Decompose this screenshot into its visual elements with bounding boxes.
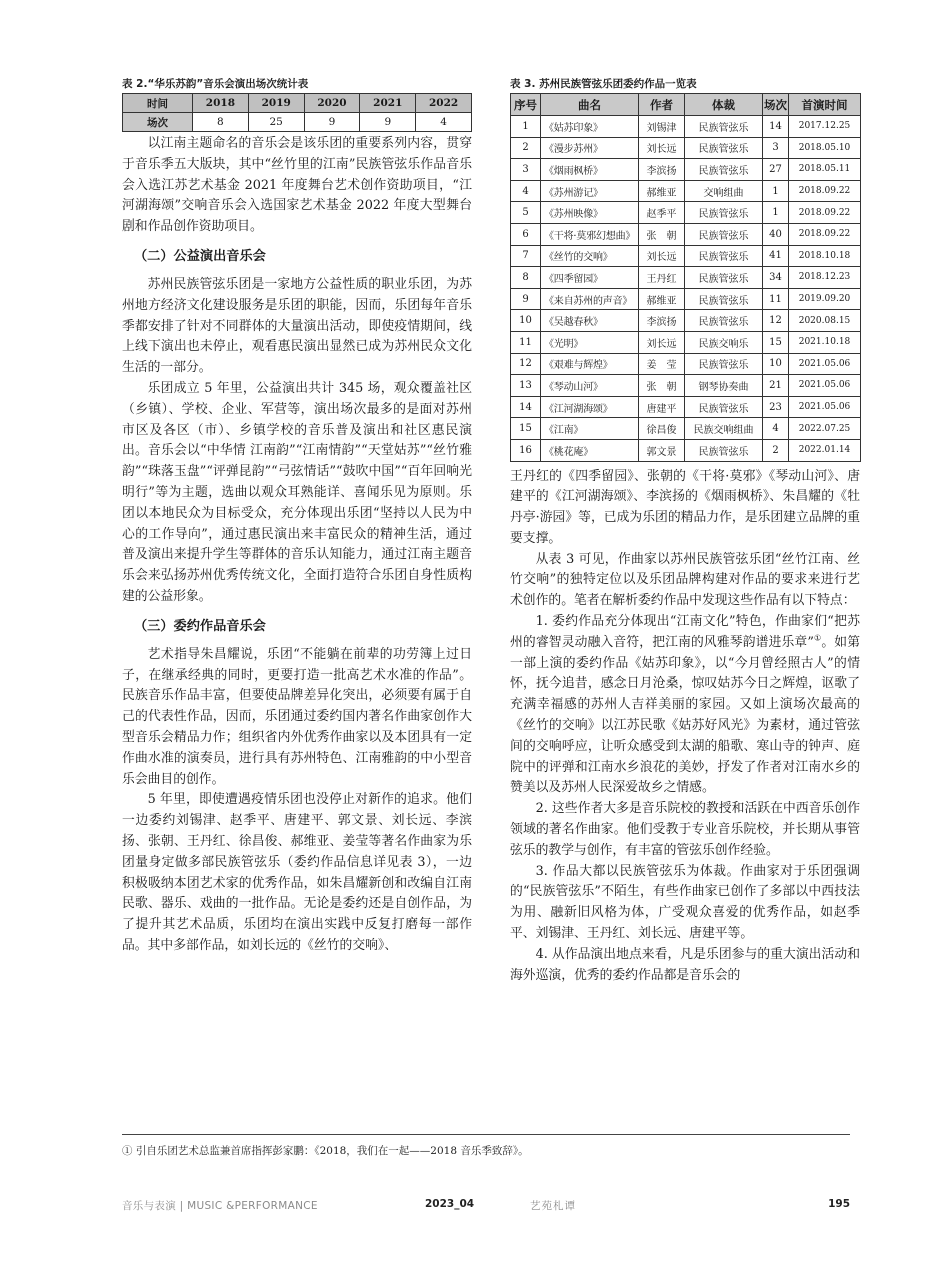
footnote-divider <box>122 1134 850 1135</box>
table-cell: 7 <box>511 245 541 267</box>
table-cell: 2 <box>511 137 541 159</box>
table-cell: 5 <box>511 202 541 224</box>
table-row <box>511 353 861 375</box>
table-cell: 2018.09.22 <box>789 202 861 224</box>
table-cell: 《姑苏印象》 <box>541 116 639 138</box>
table2 <box>122 93 472 132</box>
table-cell: 《四季留园》 <box>541 267 639 289</box>
table-cell: 2018.10.18 <box>789 245 861 267</box>
table2-count: 25 <box>248 113 304 132</box>
table-cell: 3 <box>511 159 541 181</box>
table-cell: 2021.05.06 <box>789 396 861 418</box>
table-row <box>511 310 861 332</box>
table-cell: 《吴越春秋》 <box>541 310 639 332</box>
table-cell: 2017.12.25 <box>789 116 861 138</box>
table-row <box>511 116 861 138</box>
table-cell: 《丝竹的交响》 <box>541 245 639 267</box>
left-column <box>122 76 472 957</box>
paragraph: 从表 3 可见，作曲家以苏州民族管弦乐团“丝竹江南、丝竹交响”的独特定位以及乐团品牌构建对作品的要求来进行艺术创作的。笔者在解析委约作品中发现这些作品有以下特点： <box>510 551 860 609</box>
table-cell: 民族管弦乐 <box>685 396 763 418</box>
table-cell: 2021.10.18 <box>789 331 861 353</box>
table-cell: 民族管弦乐 <box>685 310 763 332</box>
table-cell: 2022.01.14 <box>789 439 861 461</box>
table-cell: 15 <box>511 418 541 440</box>
table2-year: 2018 <box>193 94 249 113</box>
table2-year: 2022 <box>416 94 472 113</box>
table-cell: 民族管弦乐 <box>685 267 763 289</box>
table-cell: 刘长远 <box>639 331 685 353</box>
paragraph: 2. 这些作者大多是音乐院校的教授和活跃在中西音乐创作领域的著名作曲家。他们受教于专业音乐院校，并长期从事管弦乐的教学与创作，有丰富的管弦乐创作经验。 <box>510 801 860 858</box>
paragraph: 3. 作品大都以民族管弦乐为体裁。作曲家对于乐团强调的“民族管弦乐”不陌生，有些作曲家已创作了多部以中西技法为用、融新旧风格为体，广受观众喜爱的优秀作品，如赵季平、刘锡津、王丹红、刘长远、唐建平等。 <box>510 863 860 942</box>
table-row <box>511 396 861 418</box>
table-cell: 13 <box>511 375 541 397</box>
section-heading: （二）公益演出音乐会 <box>134 248 266 264</box>
table-cell: 2018.12.23 <box>789 267 861 289</box>
paragraph: 艺术指导朱昌耀说，乐团“不能躺在前辈的功劳簿上过日子，在继承经典的同时，更要打造一批高艺术水准的作品”。民族音乐作品丰富，但要使品牌差异化突出，必须要有属于自己的代表性作品，因而，乐团通过委约国内著名作曲家创作大型音乐会精品力作；组织省内外优秀作曲家以及本团具有一定作曲水准的演奏员，进行具有苏州特色、江南雅韵的中小型音乐会曲目的创作。 <box>122 646 472 787</box>
paragraph: 苏州民族管弦乐团是一家地方公益性质的职业乐团，为苏州地方经济文化建设服务是乐团的职能，因而，乐团每年音乐季都安排了针对不同群体的大量演出活动，即使疫情期间，线上线下演出也未停止，观看惠民演出显然已成为苏州民众文化生活的一部分。 <box>122 276 472 376</box>
table-cell: 唐建平 <box>639 396 685 418</box>
table2-count: 9 <box>360 113 416 132</box>
table3-header-cell: 体裁 <box>685 94 763 116</box>
table-cell: 民族管弦乐 <box>685 223 763 245</box>
paragraph-text: 1. 委约作品充分体现出“江南文化”特色，作曲家们“把苏州的睿智灵动融入音符，把江南的风雅琴韵谱进乐章” <box>510 614 860 650</box>
right-body <box>510 467 860 987</box>
table-cell: 《江河湖海颂》 <box>541 396 639 418</box>
table-cell: 23 <box>763 396 789 418</box>
table-cell: 34 <box>763 267 789 289</box>
table3-caption: 表 3. 苏州民族管弦乐团委约作品一览表 <box>510 78 697 90</box>
footer-issue: 2023_04 <box>425 1198 475 1210</box>
table-cell: 2018.09.22 <box>789 180 861 202</box>
paragraph: 4. 从作品演出地点来看，凡是乐团参与的重大演出活动和海外巡演，优秀的委约作品都是音乐会的 <box>510 946 860 983</box>
table-cell: 2019.09.20 <box>789 288 861 310</box>
table-cell: 40 <box>763 223 789 245</box>
table-cell: 16 <box>511 439 541 461</box>
table2-header-label: 时间 <box>123 94 193 113</box>
table-cell: 12 <box>763 310 789 332</box>
table-cell: 《来自苏州的声音》 <box>541 288 639 310</box>
table3-header-cell: 曲名 <box>541 94 639 116</box>
table-cell: 民族交响组曲 <box>685 418 763 440</box>
table3-header-cell: 首演时间 <box>789 94 861 116</box>
table-cell: 3 <box>763 137 789 159</box>
table-cell: 1 <box>763 180 789 202</box>
table-cell: 郭文景 <box>639 439 685 461</box>
table-cell: 姜 莹 <box>639 353 685 375</box>
table-cell: 民族管弦乐 <box>685 137 763 159</box>
table2-header-row <box>123 94 472 113</box>
table-cell: 2018.05.11 <box>789 159 861 181</box>
table-row <box>511 159 861 181</box>
table-row <box>511 375 861 397</box>
table-cell: 2018.09.22 <box>789 223 861 245</box>
table-row <box>511 202 861 224</box>
table-cell: 9 <box>511 288 541 310</box>
table-row <box>511 331 861 353</box>
table-cell: 11 <box>763 288 789 310</box>
table-cell: 张 朝 <box>639 375 685 397</box>
table-cell: 民族管弦乐 <box>685 353 763 375</box>
table-cell: 刘锡津 <box>639 116 685 138</box>
table-cell: 《漫步苏州》 <box>541 137 639 159</box>
paragraph-text: 。如第一部上演的委约作品《姑苏印象》，以“今月曾经照古人”的情怀，抚今追昔，感念日月沧桑，惊叹姑苏今日之辉煌，讴歌了充满幸福感的苏州人吉祥美丽的家园。又如上演场次最高的《丝竹的交响》以江苏民歌《姑苏好风光》为素材，通过管弦间的交响呼应，让听众感受到太湖的船歌、寒山寺的钟声、庭院中的评弹和江南水乡浪花的美妙，抒发了作者对江南水乡的赞美以及苏州人民深爱故乡之情感。 <box>510 634 860 796</box>
table-cell: 14 <box>763 116 789 138</box>
table3-header-row <box>511 94 861 116</box>
table-cell: 赵季平 <box>639 202 685 224</box>
table2-row-label: 场次 <box>123 113 193 132</box>
table-cell: 《苏州映像》 <box>541 202 639 224</box>
table-cell: 民族交响乐 <box>685 331 763 353</box>
paragraph: 乐团成立 5 年里，公益演出共计 345 场，观众覆盖社区（乡镇）、学校、企业、军营等，演出场次最多的是面对苏州市区及各区（市）、乡镇学校的音乐普及演出和社区惠民演出。音乐会以“中华情 江南韵”“江南情韵”“天堂姑苏”“丝竹雅韵”“珠落玉盘”“评弹昆韵”“弓弦情话”“鼓吹中国”“百年回响光明行”等为主题，选曲以观众耳熟能详、喜闻乐见为原则。乐团以本地民众为目标受众，充分体现出乐团“坚持以人民为中心的工作导向”，通过惠民演出来丰富民众的精神生活，通过普及演出来提升学生等群体的音乐认知能力，通过江南主题音乐会来弘扬苏州优秀传统文化，全面打造符合乐团自身性质构建的公益形象。 <box>122 380 472 604</box>
table-cell: 民族管弦乐 <box>685 116 763 138</box>
table-cell: 王丹红 <box>639 267 685 289</box>
section-heading: （三）委约作品音乐会 <box>134 618 266 634</box>
table2-year: 2020 <box>304 94 360 113</box>
table-cell: 民族管弦乐 <box>685 202 763 224</box>
table2-caption: 表 2.“华乐苏韵”音乐会演出场次统计表 <box>122 78 309 90</box>
table-cell: 钢琴协奏曲 <box>685 375 763 397</box>
right-column <box>510 76 860 986</box>
table-cell: 刘长远 <box>639 245 685 267</box>
table-row <box>511 439 861 461</box>
table-cell: 2020.08.15 <box>789 310 861 332</box>
paragraph <box>510 612 860 799</box>
table2-year: 2021 <box>360 94 416 113</box>
table-cell: 《艰难与辉煌》 <box>541 353 639 375</box>
footnote: ① 引自乐团艺术总监兼首席指挥彭家鹏：《2018，我们在一起——2018 音乐季致辞》。 <box>122 1145 529 1157</box>
footer-journal-name: 音乐与表演 | MUSIC &PERFORMANCE <box>122 1200 318 1212</box>
table2-count: 4 <box>416 113 472 132</box>
table-cell: 郝维亚 <box>639 288 685 310</box>
table3-body <box>511 116 861 462</box>
table-cell: 2021.05.06 <box>789 353 861 375</box>
table-cell: 12 <box>511 353 541 375</box>
table-cell: 2022.07.25 <box>789 418 861 440</box>
table-cell: 2018.05.10 <box>789 137 861 159</box>
table-cell: 民族管弦乐 <box>685 245 763 267</box>
table-cell: 郝维亚 <box>639 180 685 202</box>
table-cell: 41 <box>763 245 789 267</box>
table-cell: 徐昌俊 <box>639 418 685 440</box>
table-cell: 民族管弦乐 <box>685 288 763 310</box>
table-cell: 《江南》 <box>541 418 639 440</box>
table-cell: 《干将·莫邪幻想曲》 <box>541 223 639 245</box>
paragraph: 王丹红的《四季留园》、张朝的《干将·莫邪》《琴动山河》、唐建平的《江河湖海颂》、李滨扬的《烟雨枫桥》、朱昌耀的《牡丹亭·游园》等，已成为乐团的精品力作，是乐团建立品牌的重要支撑。 <box>510 468 860 546</box>
table3-header-cell: 作者 <box>639 94 685 116</box>
table-row <box>511 245 861 267</box>
page-number: 195 <box>828 1198 850 1210</box>
left-body <box>122 134 472 957</box>
table-cell: 交响组曲 <box>685 180 763 202</box>
table-cell: 2 <box>763 439 789 461</box>
table-cell: 4 <box>511 180 541 202</box>
table-cell: 2021.05.06 <box>789 375 861 397</box>
table-cell: 27 <box>763 159 789 181</box>
footnote-marker[interactable]: ① <box>813 633 822 643</box>
table2-count: 9 <box>304 113 360 132</box>
table-cell: 10 <box>511 310 541 332</box>
table-cell: 10 <box>763 353 789 375</box>
table-row <box>511 223 861 245</box>
table-row <box>511 288 861 310</box>
table-row <box>511 180 861 202</box>
table-cell: 《烟雨枫桥》 <box>541 159 639 181</box>
table-cell: 14 <box>511 396 541 418</box>
table-cell: 15 <box>763 331 789 353</box>
table3-header-cell: 场次 <box>763 94 789 116</box>
table-cell: 4 <box>763 418 789 440</box>
table-cell: 《苏州游记》 <box>541 180 639 202</box>
table3-header-cell: 序号 <box>511 94 541 116</box>
table-cell: 1 <box>511 116 541 138</box>
table2-year: 2019 <box>248 94 304 113</box>
table-cell: 刘长远 <box>639 137 685 159</box>
table3 <box>510 93 861 462</box>
paragraph: 以江南主题命名的音乐会是该乐团的重要系列内容，贯穿于音乐季五大版块，其中“丝竹里的江南”民族管弦乐作品音乐会入选江苏艺术基金 2021 年度舞台艺术创作资助项目，“江河湖海颂”交响音乐会入选国家艺术基金 2022 年度大型舞台剧和作品创作资助项目。 <box>122 136 472 235</box>
table-cell: 《光明》 <box>541 331 639 353</box>
table-cell: 21 <box>763 375 789 397</box>
table-cell: 民族管弦乐 <box>685 439 763 461</box>
footer-section: 艺苑札谭 <box>530 1200 576 1212</box>
table2-count-row <box>123 113 472 132</box>
table-row <box>511 418 861 440</box>
table-cell: 1 <box>763 202 789 224</box>
table-cell: 李滨扬 <box>639 159 685 181</box>
table-cell: 张 朝 <box>639 223 685 245</box>
paragraph: 5 年里，即使遭遇疫情乐团也没停止对新作的追求。他们一边委约刘锡津、赵季平、唐建平、郭文景、刘长远、李滨扬、张朝、王丹红、徐昌俊、郝维亚、姜莹等著名作曲家为乐团量身定做多部民族管弦乐（委约作品信息详见表 3），一边积极吸纳本团艺术家的优秀作品，如朱昌耀新创和改编自江南民歌、器乐、戏曲的一批作品。无论是委约还是自创作品，为了提升其艺术品质，乐团均在演出实践中反复打磨每一部作品。其中多部作品，如刘长远的《丝竹的交响》、 <box>122 792 472 953</box>
table-row <box>511 137 861 159</box>
table-cell: 《桃花庵》 <box>541 439 639 461</box>
table-cell: 《琴动山河》 <box>541 375 639 397</box>
table-cell: 李滨扬 <box>639 310 685 332</box>
table-cell: 8 <box>511 267 541 289</box>
table-cell: 11 <box>511 331 541 353</box>
table-cell: 民族管弦乐 <box>685 159 763 181</box>
table-row <box>511 267 861 289</box>
table-cell: 6 <box>511 223 541 245</box>
table2-count: 8 <box>193 113 249 132</box>
